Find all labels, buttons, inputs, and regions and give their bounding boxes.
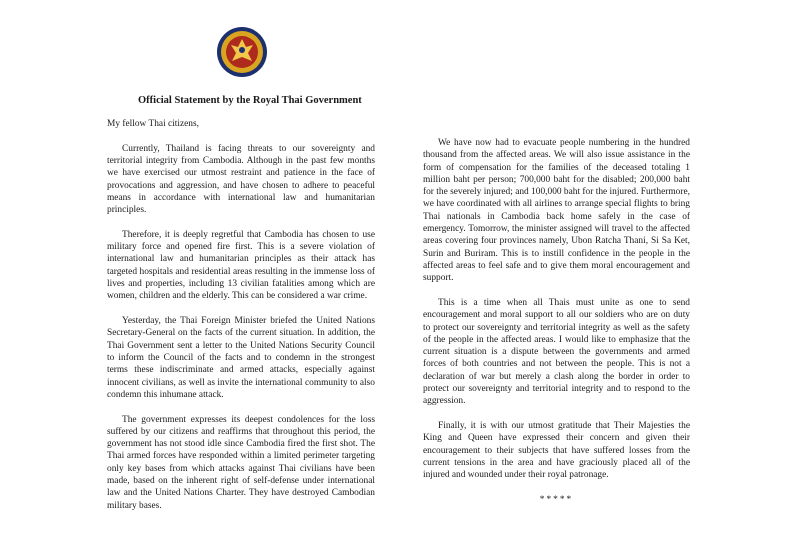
paragraph: Yesterday, the Thai Foreign Minister briefed the United Nations Secretary-General on the facts of the current situation. In addition, the Thai Government sent a letter to the United Nations Security Council to inform the Council of the facts and to condemn in the strongest terms these indiscriminate and armed attacks, especially against innocent civilians, as well as invite the international community to also condemn this inhumane attack.	[107, 316, 375, 400]
page-title: Official Statement by the Royal Thai Government	[138, 95, 362, 106]
paragraph: The government expresses its deepest condolences for the loss suffered by our citizens and reaffirms that throughout this period, the government has not stood idle since Cambodia fired the first shot. The Thai armed forces have responded within a limited perimeter targeting only key bases from which attacks against Thai civilians have been made, based on the inherent right of self-defense under international law and the United Nations Charter. They have destroyed Cambodian military bases.	[107, 414, 375, 511]
garuda-seal-icon	[216, 26, 268, 78]
paragraph: Therefore, it is deeply regretful that Cambodia has chosen to use military force and opened fire first. This is a severe violation of international law and humanitarian principles as their attack has targeted hospitals and residential areas resulting in the immense loss of lives and properties, including 13 civilian fatalities among which are women, children and the elderly. This can be considered a war crime.	[107, 229, 375, 302]
left-column	[107, 118, 375, 524]
paragraph: Currently, Thailand is facing threats to our sovereignty and territorial integrity from Cambodia. Although in the past few months we have exercised our utmost restraint and patience in the face of provocations and aggression, and have chosen to adhere to peaceful means in accordance with international law and humanitarian principles.	[107, 143, 375, 216]
paragraph: We have now had to evacuate people numbering in the hundred thousand from the affected areas. We will also issue assistance in the form of compensation for the families of the deceased totaling 1 million baht per person; 700,000 baht for the disabled; 200,000 baht for the severely injured; and 100,000 baht for the injured. Furthermore, we have coordinated with all airlines to arrange special flights to bring Thai nationals in Cambodia back home safely in the case of emergency. Tomorrow, the minister assigned will travel to the affected areas covering four provinces namely, Ubon Ratcha Thani, Si Sa Ket, Surin and Buriram. This is to instill confidence in the people in the affected areas to feel safe and to give them moral encouragement and support.	[423, 138, 690, 284]
right-column	[423, 137, 690, 506]
closing-mark: *****	[539, 494, 574, 505]
paragraph: This is a time when all Thais must unite as one to send encouragement and moral support to all our soldiers who are on duty to protect our sovereignty and territorial integrity as well as the safety of the people in the affected areas. I would like to emphasize that the current situation is a dispute between the governments and armed forces of both countries and not between the people. This is not a declaration of war but merely a clash along the border in order to protect our sovereignty and territorial integrity and to respond to the aggression.	[423, 297, 690, 407]
paragraph: Finally, it is with our utmost gratitude that Their Majesties the King and Queen have expressed their concern and given their encouragement to their subjects that have suffered losses from the current tensions in the area and have graciously placed all of the injured and wounded under their royal patronage.	[423, 421, 690, 481]
salutation: My fellow Thai citizens,	[107, 119, 199, 129]
